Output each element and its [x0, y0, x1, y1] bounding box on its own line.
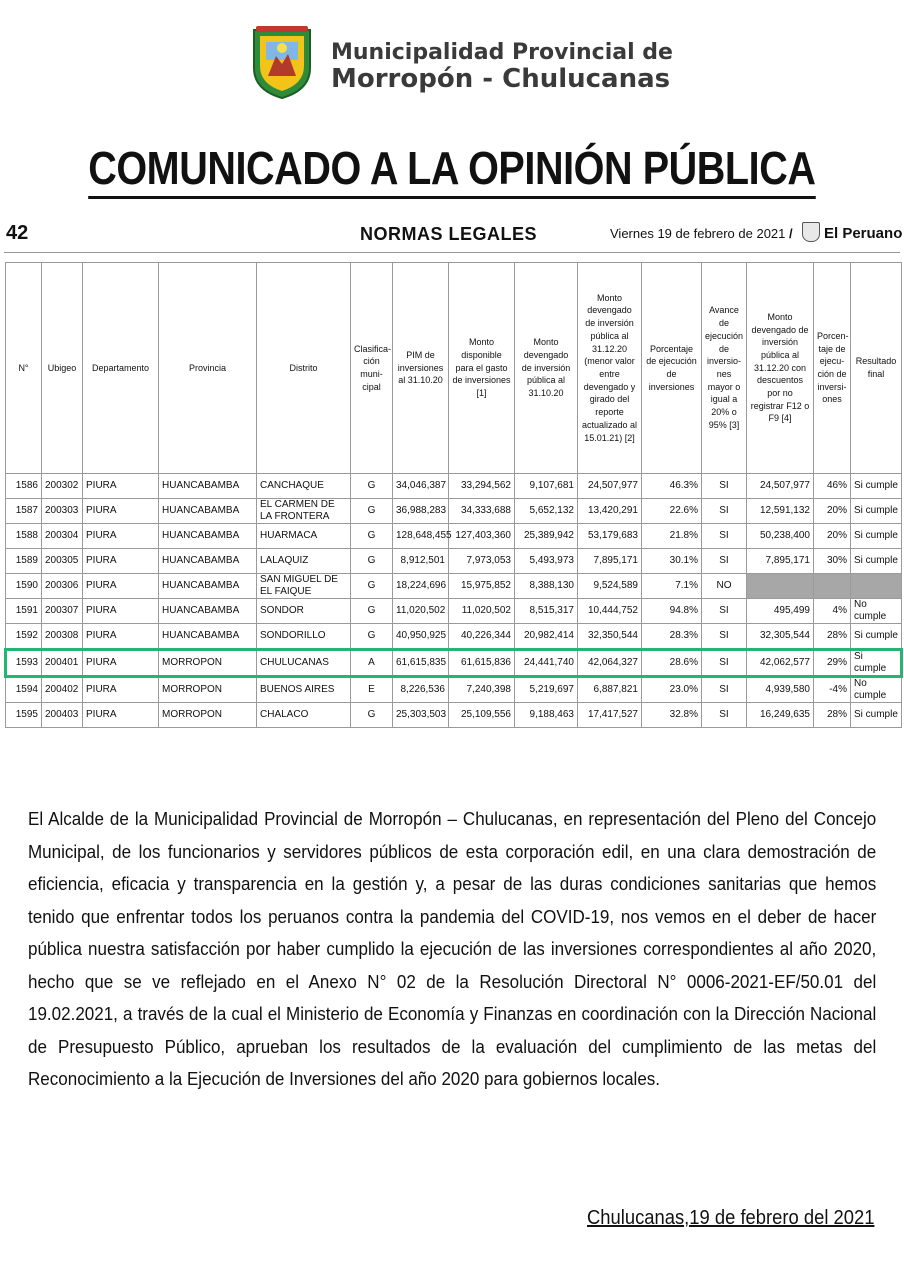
table-cell: 8,226,536: [393, 677, 449, 703]
table-cell: 7,895,171: [747, 549, 814, 574]
table-body: [6, 474, 902, 728]
table-cell: 61,615,835: [393, 650, 449, 677]
table-cell: SI: [702, 524, 747, 549]
page-number: 42: [6, 222, 29, 244]
table-cell: CANCHAQUE: [257, 474, 351, 499]
column-header: Provincia: [159, 263, 257, 474]
column-header: PIM de inversiones al 31.10.20: [393, 263, 449, 474]
table-cell: [814, 574, 851, 599]
page-title-wrap: [0, 140, 904, 199]
table-cell: 200308: [42, 624, 83, 650]
table-cell: 32,305,544: [747, 624, 814, 650]
table-cell: PIURA: [83, 677, 159, 703]
table-cell: 23.0%: [642, 677, 702, 703]
table-cell: HUANCABAMBA: [159, 499, 257, 524]
table-cell: 33,294,562: [449, 474, 515, 499]
table-cell: 1587: [6, 499, 42, 524]
table-cell: 24,507,977: [747, 474, 814, 499]
table-cell: 1594: [6, 677, 42, 703]
table-cell: BUENOS AIRES: [257, 677, 351, 703]
municipal-shield-icon: [250, 24, 314, 100]
table-cell: MORROPON: [159, 703, 257, 728]
table-cell: 128,648,455: [393, 524, 449, 549]
table-cell: PIURA: [83, 499, 159, 524]
table-cell: 9,524,589: [578, 574, 642, 599]
organization-name-line2: Morropón - Chulucanas: [331, 64, 671, 94]
page-title: COMUNICADO A LA OPINIÓN PÚBLICA: [88, 140, 815, 199]
table-cell: 1591: [6, 599, 42, 624]
peruvian-shield-icon: [802, 222, 820, 242]
table-cell: [747, 574, 814, 599]
table-cell: HUANCABAMBA: [159, 599, 257, 624]
table-cell: Si cumple: [851, 650, 902, 677]
table-cell: G: [351, 549, 393, 574]
table-cell: SI: [702, 677, 747, 703]
table-cell: 94.8%: [642, 599, 702, 624]
table-row: [6, 650, 902, 677]
column-header: Porcentaje de ejecución de inversiones: [642, 263, 702, 474]
table-cell: MORROPON: [159, 677, 257, 703]
table-cell: HUARMACA: [257, 524, 351, 549]
table-cell: 30.1%: [642, 549, 702, 574]
place-and-date: Chulucanas,19 de febrero del 2021: [586, 1207, 874, 1229]
table-cell: 17,417,527: [578, 703, 642, 728]
table-cell: 61,615,836: [449, 650, 515, 677]
column-header: Monto devengado de inversión pública al 31.12.20 con descuentos por no registrar F12 o F9 [4]: [747, 263, 814, 474]
table-cell: G: [351, 499, 393, 524]
table-cell: PIURA: [83, 474, 159, 499]
table-cell: 495,499: [747, 599, 814, 624]
table-row: [6, 524, 902, 549]
table-cell: SI: [702, 499, 747, 524]
column-header: Avance de ejecución de inversio-nes mayor o igual a 20% o 95% [3]: [702, 263, 747, 474]
table-cell: Si cumple: [851, 624, 902, 650]
table-row: [6, 624, 902, 650]
table-cell: CHALACO: [257, 703, 351, 728]
table-cell: PIURA: [83, 624, 159, 650]
table-cell: E: [351, 677, 393, 703]
table-cell: 7,895,171: [578, 549, 642, 574]
table-cell: No cumple: [851, 677, 902, 703]
table-cell: 200302: [42, 474, 83, 499]
table-cell: 21.8%: [642, 524, 702, 549]
column-header: Monto devengado de inversión pública al 31.10.20: [515, 263, 578, 474]
table-cell: 5,219,697: [515, 677, 578, 703]
table-cell: 9,107,681: [515, 474, 578, 499]
table-cell: HUANCABAMBA: [159, 524, 257, 549]
table-cell: 34,333,688: [449, 499, 515, 524]
table-cell: 24,507,977: [578, 474, 642, 499]
table-cell: 9,188,463: [515, 703, 578, 728]
table-cell: Si cumple: [851, 499, 902, 524]
table-cell: 6,887,821: [578, 677, 642, 703]
date-separator: /: [789, 226, 793, 241]
table-cell: G: [351, 624, 393, 650]
table-cell: 4%: [814, 599, 851, 624]
table-cell: 53,179,683: [578, 524, 642, 549]
table-cell: G: [351, 703, 393, 728]
table-cell: 28.6%: [642, 650, 702, 677]
table-cell: PIURA: [83, 524, 159, 549]
table-cell: 34,046,387: [393, 474, 449, 499]
table-cell: SI: [702, 650, 747, 677]
table-cell: Si cumple: [851, 474, 902, 499]
table-header-row: [6, 263, 902, 474]
table-cell: 11,020,502: [449, 599, 515, 624]
table-cell: 200403: [42, 703, 83, 728]
table-cell: SI: [702, 703, 747, 728]
table-row: [6, 474, 902, 499]
table-cell: HUANCABAMBA: [159, 474, 257, 499]
table-cell: 7,973,053: [449, 549, 515, 574]
table-cell: SONDOR: [257, 599, 351, 624]
column-header: Distrito: [257, 263, 351, 474]
table-cell: 200306: [42, 574, 83, 599]
table-cell: 200303: [42, 499, 83, 524]
table-cell: 18,224,696: [393, 574, 449, 599]
section-title: NORMAS LEGALES: [360, 224, 538, 244]
column-header: Porcen-taje de ejecu-ción de inversi-ones: [814, 263, 851, 474]
table-cell: [851, 574, 902, 599]
table-cell: 200401: [42, 650, 83, 677]
table-cell: 10,444,752: [578, 599, 642, 624]
table-cell: 200304: [42, 524, 83, 549]
table-cell: G: [351, 474, 393, 499]
organization-name-line1: Municipalidad Provincial de: [331, 40, 673, 65]
table-cell: 25,303,503: [393, 703, 449, 728]
table-cell: No cumple: [851, 599, 902, 624]
table-cell: HUANCABAMBA: [159, 624, 257, 650]
table-cell: 200307: [42, 599, 83, 624]
table-cell: 25,389,942: [515, 524, 578, 549]
table-cell: SAN MIGUEL DE EL FAIQUE: [257, 574, 351, 599]
table-cell: 28.3%: [642, 624, 702, 650]
table-cell: -4%: [814, 677, 851, 703]
table-cell: 28%: [814, 624, 851, 650]
table-cell: 8,388,130: [515, 574, 578, 599]
publication-date: [610, 226, 793, 241]
table-cell: 25,109,556: [449, 703, 515, 728]
newspaper-name: [802, 222, 902, 242]
table-cell: 1595: [6, 703, 42, 728]
table-cell: PIURA: [83, 574, 159, 599]
table-cell: 16,249,635: [747, 703, 814, 728]
table-cell: 1593: [6, 650, 42, 677]
table-cell: SONDORILLO: [257, 624, 351, 650]
table-row: [6, 703, 902, 728]
table-cell: 8,515,317: [515, 599, 578, 624]
table-cell: 46%: [814, 474, 851, 499]
table-cell: EL CARMEN DE LA FRONTERA: [257, 499, 351, 524]
table-cell: 7.1%: [642, 574, 702, 599]
table-cell: 20,982,414: [515, 624, 578, 650]
table-cell: 1586: [6, 474, 42, 499]
table-cell: 5,652,132: [515, 499, 578, 524]
table-row: [6, 499, 902, 524]
table-cell: Si cumple: [851, 549, 902, 574]
table-cell: 20%: [814, 524, 851, 549]
table-cell: 13,420,291: [578, 499, 642, 524]
table-cell: PIURA: [83, 650, 159, 677]
table-cell: 7,240,398: [449, 677, 515, 703]
table-cell: 1592: [6, 624, 42, 650]
newspaper-name-text: El Peruano: [824, 225, 903, 242]
table-cell: SI: [702, 599, 747, 624]
table-cell: 24,441,740: [515, 650, 578, 677]
table-cell: 5,493,973: [515, 549, 578, 574]
table-cell: HUANCABAMBA: [159, 574, 257, 599]
table-cell: SI: [702, 549, 747, 574]
table-cell: PIURA: [83, 703, 159, 728]
column-header: Monto disponible para el gasto de inversiones [1]: [449, 263, 515, 474]
table-row: [6, 549, 902, 574]
table-cell: 1588: [6, 524, 42, 549]
table-cell: 40,226,344: [449, 624, 515, 650]
column-header: Resultado final: [851, 263, 902, 474]
table-cell: 4,939,580: [747, 677, 814, 703]
table-cell: 40,950,925: [393, 624, 449, 650]
column-header: Clasifica-ción muni-cipal: [351, 263, 393, 474]
table-cell: 32,350,544: [578, 624, 642, 650]
table-cell: 20%: [814, 499, 851, 524]
table-cell: 29%: [814, 650, 851, 677]
table-cell: NO: [702, 574, 747, 599]
table-cell: 15,975,852: [449, 574, 515, 599]
table-cell: 200402: [42, 677, 83, 703]
table-cell: PIURA: [83, 599, 159, 624]
table-cell: CHULUCANAS: [257, 650, 351, 677]
table-cell: 127,403,360: [449, 524, 515, 549]
table-row: [6, 574, 902, 599]
table-cell: 1590: [6, 574, 42, 599]
newspaper-clipping: [4, 212, 903, 774]
table-cell: G: [351, 524, 393, 549]
column-header: N°: [6, 263, 42, 474]
publication-date-text: Viernes 19 de febrero de 2021: [610, 226, 786, 241]
table-cell: 42,064,327: [578, 650, 642, 677]
table-cell: 36,988,283: [393, 499, 449, 524]
table-cell: LALAQUIZ: [257, 549, 351, 574]
column-header: Departamento: [83, 263, 159, 474]
table-cell: 32.8%: [642, 703, 702, 728]
table-cell: 1589: [6, 549, 42, 574]
column-header: Ubigeo: [42, 263, 83, 474]
table-cell: G: [351, 599, 393, 624]
table-cell: 30%: [814, 549, 851, 574]
table-cell: 22.6%: [642, 499, 702, 524]
table-cell: G: [351, 574, 393, 599]
table-cell: 42,062,577: [747, 650, 814, 677]
column-header: Monto devengado de inversión pública al 31.12.20 (menor valor entre devengado y girado del reporte actualizado al 15.01.21) [2]: [578, 263, 642, 474]
clipping-header: [4, 212, 903, 253]
table-cell: 28%: [814, 703, 851, 728]
table-cell: 12,591,132: [747, 499, 814, 524]
table-cell: Si cumple: [851, 703, 902, 728]
table-cell: SI: [702, 474, 747, 499]
table-row: [6, 599, 902, 624]
table-cell: A: [351, 650, 393, 677]
table-cell: 50,238,400: [747, 524, 814, 549]
header: [0, 18, 904, 108]
table-cell: Si cumple: [851, 524, 902, 549]
investment-table: [4, 262, 903, 728]
table-cell: 46.3%: [642, 474, 702, 499]
table-cell: 8,912,501: [393, 549, 449, 574]
statement-paragraph: El Alcalde de la Municipalidad Provincial de Morropón – Chulucanas, en representación del Pleno del Concejo Municipal, de los funcionarios y servidores públicos de esta corporación edil, en una clara demostración de eficiencia, eficacia y transparencia en la gestión y, a pesar de las duras condiciones sanitarias que hemos tenido que enfrentar todos los peruanos contra la pandemia del COVID-19, nos vemos en el deber de hacer pública nuestra satisfacción por haber cumplido la ejecución de las inversiones correspondientes al año 2020, hecho que se ve reflejado en el Anexo N° 02 de la Resolución Directoral N° 0006-2021-EF/50.01 del 19.02.2021, a través de la cual el Ministerio de Economía y Finanzas en coordinación con la Dirección Nacional de Presupuesto Público, aprueban los resultados de la evaluación del cumplimiento de las metas del Reconocimiento a la Ejecución de Inversiones del año 2020 para gobiernos locales.: [28, 808, 877, 1089]
table-cell: 200305: [42, 549, 83, 574]
table-cell: MORROPON: [159, 650, 257, 677]
table-cell: SI: [702, 624, 747, 650]
table-cell: HUANCABAMBA: [159, 549, 257, 574]
table-row: [6, 677, 902, 703]
table-cell: 11,020,502: [393, 599, 449, 624]
table-cell: PIURA: [83, 549, 159, 574]
